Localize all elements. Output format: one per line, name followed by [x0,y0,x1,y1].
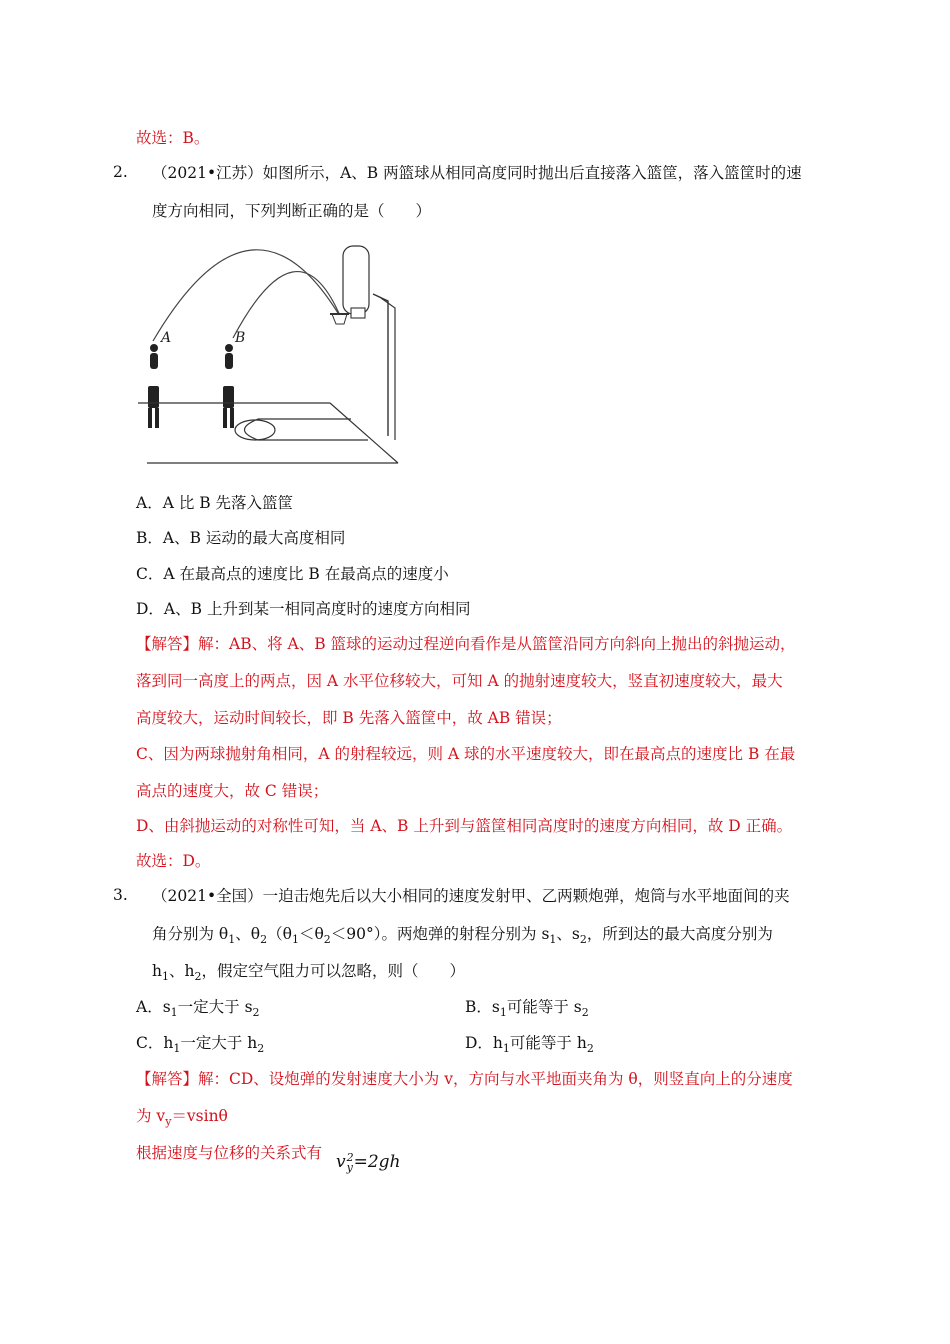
basketball-diagram [133,226,403,470]
player-b [223,344,234,428]
q2-solution-line6: D、由斜抛运动的对称性可知，当 A、B 上升到与篮筐相同高度时的速度方向相同，故 D 正确。 [136,817,793,835]
q3-stem-line1: （2021•全国）一迫击炮先后以大小相同的速度发射甲、乙两颗炮弹，炮筒与水平地面间的夹 [152,887,790,905]
q3-option-a: A．$s_1$一定大于 $s_2$ [136,998,260,1020]
trajectory-b [233,272,341,338]
velocity-formula: v 2 y =2gh [336,1150,401,1174]
q3-option-b: B．$s_1$可能等于 $s_2$ [465,998,589,1020]
trajectory-a [153,250,341,341]
q2-solution-line1: 【解答】解：AB、将 A、B 篮球的运动过程逆向看作是从篮筐沿同方向斜向上抛出的斜抛运动， [136,635,796,653]
key-area [245,419,369,440]
q2-solution-line4: C、因为两球抛射角相同，A 的射程较远，则 A 球的水平速度较大，即在最高点的速度比 B 在最 [136,745,796,763]
q2-option-a: A．A 比 B 先落入篮筐 [136,494,294,512]
q1-answer: 故选：B。 [136,129,210,147]
q2-solution-line2: 落到同一高度上的两点，因 A 水平位移较大，可知 A 的抛射速度较大，竖直初速度较大，最大 [136,672,783,690]
q3-stem-line2: 角分别为 $\theta_1$、$\theta_2(\theta_1<\theta_2<90^\circ)$。两炮弹的射程分别为 $s_1$、$s_2$，所到达的最大高度分别为 [152,925,773,947]
hoop-stand [373,294,388,436]
q3-option-c: C．$h_1$一定大于 $h_2$ [136,1034,265,1056]
q3-solution-line2: 为 $v_y=vsin\theta$ [136,1107,228,1129]
q3-solution-line3: 根据速度与位移的关系式有 [136,1144,323,1162]
player-a [148,344,159,428]
q2-solution-line5: 高点的速度大，故 C 错误； [136,782,329,800]
q2-option-c: C．A 在最高点的速度比 B 在最高点的速度小 [136,565,449,583]
basket-net [332,314,347,324]
q3-stem-line3: $h_1$、$h_2$，假定空气阻力可以忽略，则（ ） [152,962,465,984]
basketball-figure [133,226,403,470]
free-throw-circle [235,420,275,440]
q2-stem-line1: （2021•江苏）如图所示，A、B 两篮球从相同高度同时抛出后直接落入篮筐，落入篮筐时的速 [152,164,802,182]
q2-answer: 故选：D。 [136,852,211,870]
label-a: A [161,330,172,346]
backboard [343,246,369,314]
q3-option-d: D．$h_1$可能等于 $h_2$ [465,1034,594,1056]
q3-solution-line1: 【解答】解：CD、设炮弹的发射速度大小为 v，方向与水平地面夹角为 θ，则竖直向上的分速度 [136,1070,793,1088]
q2-stem-line2: 度方向相同，下列判断正确的是（ ） [152,202,432,220]
q2-option-b: B．A、B 运动的最大高度相同 [136,529,346,547]
q2-solution-line3: 高度较大，运动时间较长，即 B 先落入篮筐中，故 AB 错误； [136,709,562,727]
q2-number: 2. [113,163,128,181]
q3-number: 3. [113,886,128,904]
label-b: B [235,330,246,346]
q2-option-d: D．A、B 上升到某一相同高度时的速度方向相同 [136,600,471,618]
